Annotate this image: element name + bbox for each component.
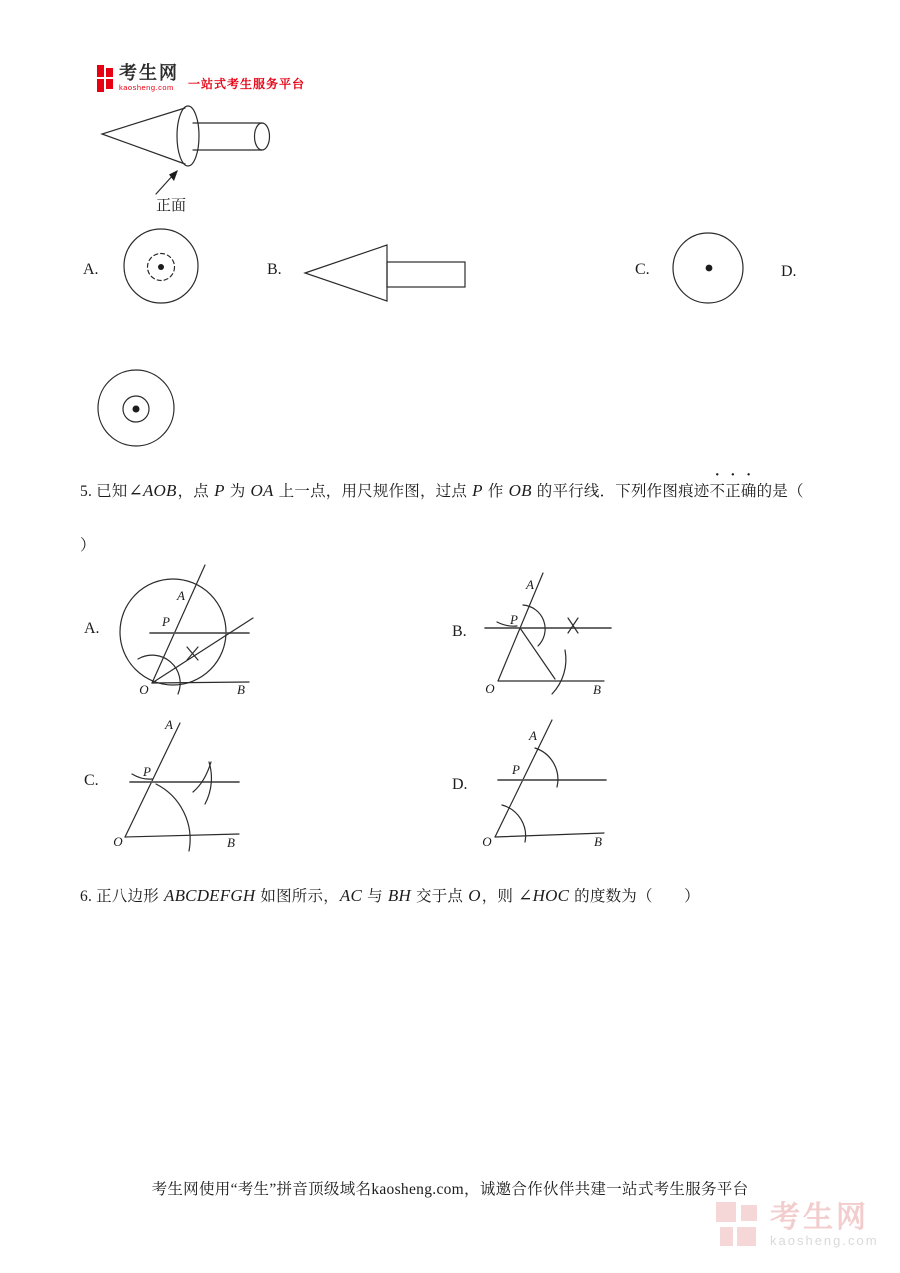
arrow-head-triangle bbox=[305, 245, 387, 301]
question-5-number: 5. bbox=[80, 483, 93, 500]
point-label-a: A bbox=[165, 717, 173, 732]
watermark-logo-icon bbox=[716, 1202, 762, 1250]
ray-ob bbox=[495, 833, 604, 837]
cylinder-end-ellipse bbox=[255, 123, 270, 150]
front-view-label: 正面 bbox=[156, 198, 187, 214]
option-d-label: D. bbox=[781, 263, 797, 280]
ray-oa bbox=[495, 720, 552, 837]
q5-option-c-label: C. bbox=[84, 772, 99, 789]
logo-domain: kaosheng.com bbox=[119, 83, 174, 92]
construction-segment bbox=[520, 628, 555, 679]
front-view-arrowhead bbox=[169, 170, 178, 181]
q5-option-d-label: D. bbox=[452, 776, 468, 793]
logo-name: 考生网 bbox=[119, 63, 179, 83]
q5-diagram-c bbox=[105, 710, 281, 856]
point-label-b: B bbox=[227, 835, 235, 850]
cross-mark bbox=[187, 647, 198, 660]
emphasis-char: 不 bbox=[709, 483, 726, 500]
point-label-b: B bbox=[237, 682, 245, 697]
point-label-o: O bbox=[139, 682, 149, 697]
tick-arc-2 bbox=[193, 762, 211, 792]
ray-oa bbox=[125, 723, 180, 837]
option-b-figure bbox=[300, 238, 470, 306]
compass-arc bbox=[535, 748, 558, 787]
option-a-label: A. bbox=[83, 261, 99, 278]
footer-text: 考生网使用“考生”拼音顶级域名kaosheng.com，诚邀合作伙伴共建一站式考生服务平台 bbox=[151, 1181, 749, 1198]
point-label-p: P bbox=[510, 612, 518, 627]
q5-diagram-d bbox=[478, 710, 620, 856]
question-6-text: 6. 正八边形 ABCDEFGH 如图所示，AC 与 BH 交于点 O，则 ∠HOC 的度数为（ ） bbox=[80, 886, 700, 905]
option-b-label: B. bbox=[267, 261, 282, 278]
header-logo bbox=[97, 64, 305, 94]
question-6-number: 6. bbox=[80, 888, 93, 905]
compass-arc bbox=[156, 784, 190, 851]
emphasis-char: 正 bbox=[725, 483, 741, 500]
watermark-domain: kaosheng.com bbox=[770, 1233, 879, 1248]
cone-base-ellipse bbox=[177, 106, 199, 166]
watermark-logo bbox=[716, 1202, 879, 1250]
cone-outline bbox=[102, 108, 185, 164]
q5-diagram-a bbox=[110, 563, 276, 699]
ray-oa bbox=[498, 573, 543, 681]
logo-tagline: 一站式考生服务平台 bbox=[188, 77, 306, 91]
point-label-b: B bbox=[594, 834, 602, 849]
option-c-label: C. bbox=[635, 261, 650, 278]
compass-arc-2 bbox=[205, 762, 211, 804]
option-a-figure bbox=[117, 227, 205, 307]
ray-ob bbox=[125, 834, 239, 837]
emphasis-char: 确 bbox=[740, 483, 757, 500]
q5-option-b-label: B. bbox=[452, 623, 467, 640]
point-label-o: O bbox=[485, 681, 495, 696]
center-dot bbox=[133, 406, 140, 413]
point-label-o: O bbox=[113, 834, 123, 849]
point-label-a: A bbox=[526, 577, 534, 592]
point-label-p: P bbox=[162, 614, 170, 629]
arrow-shaft-rect bbox=[387, 262, 465, 287]
kaosheng-logo-icon bbox=[97, 64, 114, 94]
point-label-a: A bbox=[529, 728, 537, 743]
center-dot bbox=[706, 265, 713, 272]
compass-arc bbox=[523, 605, 545, 646]
point-label-p: P bbox=[143, 764, 151, 779]
option-c-figure bbox=[671, 231, 747, 305]
question-5-close-paren: ） bbox=[80, 537, 96, 554]
figure-3d-cone-cylinder bbox=[90, 100, 280, 215]
q5-diagram-b bbox=[480, 565, 616, 697]
ray-ob bbox=[152, 682, 249, 683]
question-5-text: 5. 已知∠AOB，点 P 为 OA 上一点，用尺规作图，过点 P 作 OB 的平行线．下列作图痕迹不正确的是（ bbox=[80, 481, 804, 500]
point-label-b: B bbox=[593, 682, 601, 697]
cross-mark bbox=[568, 618, 578, 633]
q5-option-a-label: A. bbox=[84, 620, 100, 637]
point-label-o: O bbox=[482, 834, 492, 849]
compass-arc-2 bbox=[552, 650, 566, 694]
point-label-a: A bbox=[177, 588, 185, 603]
point-label-p: P bbox=[512, 762, 520, 777]
center-dot bbox=[158, 264, 164, 270]
option-d-figure bbox=[94, 366, 178, 450]
watermark-name: 考生网 bbox=[770, 1201, 869, 1234]
